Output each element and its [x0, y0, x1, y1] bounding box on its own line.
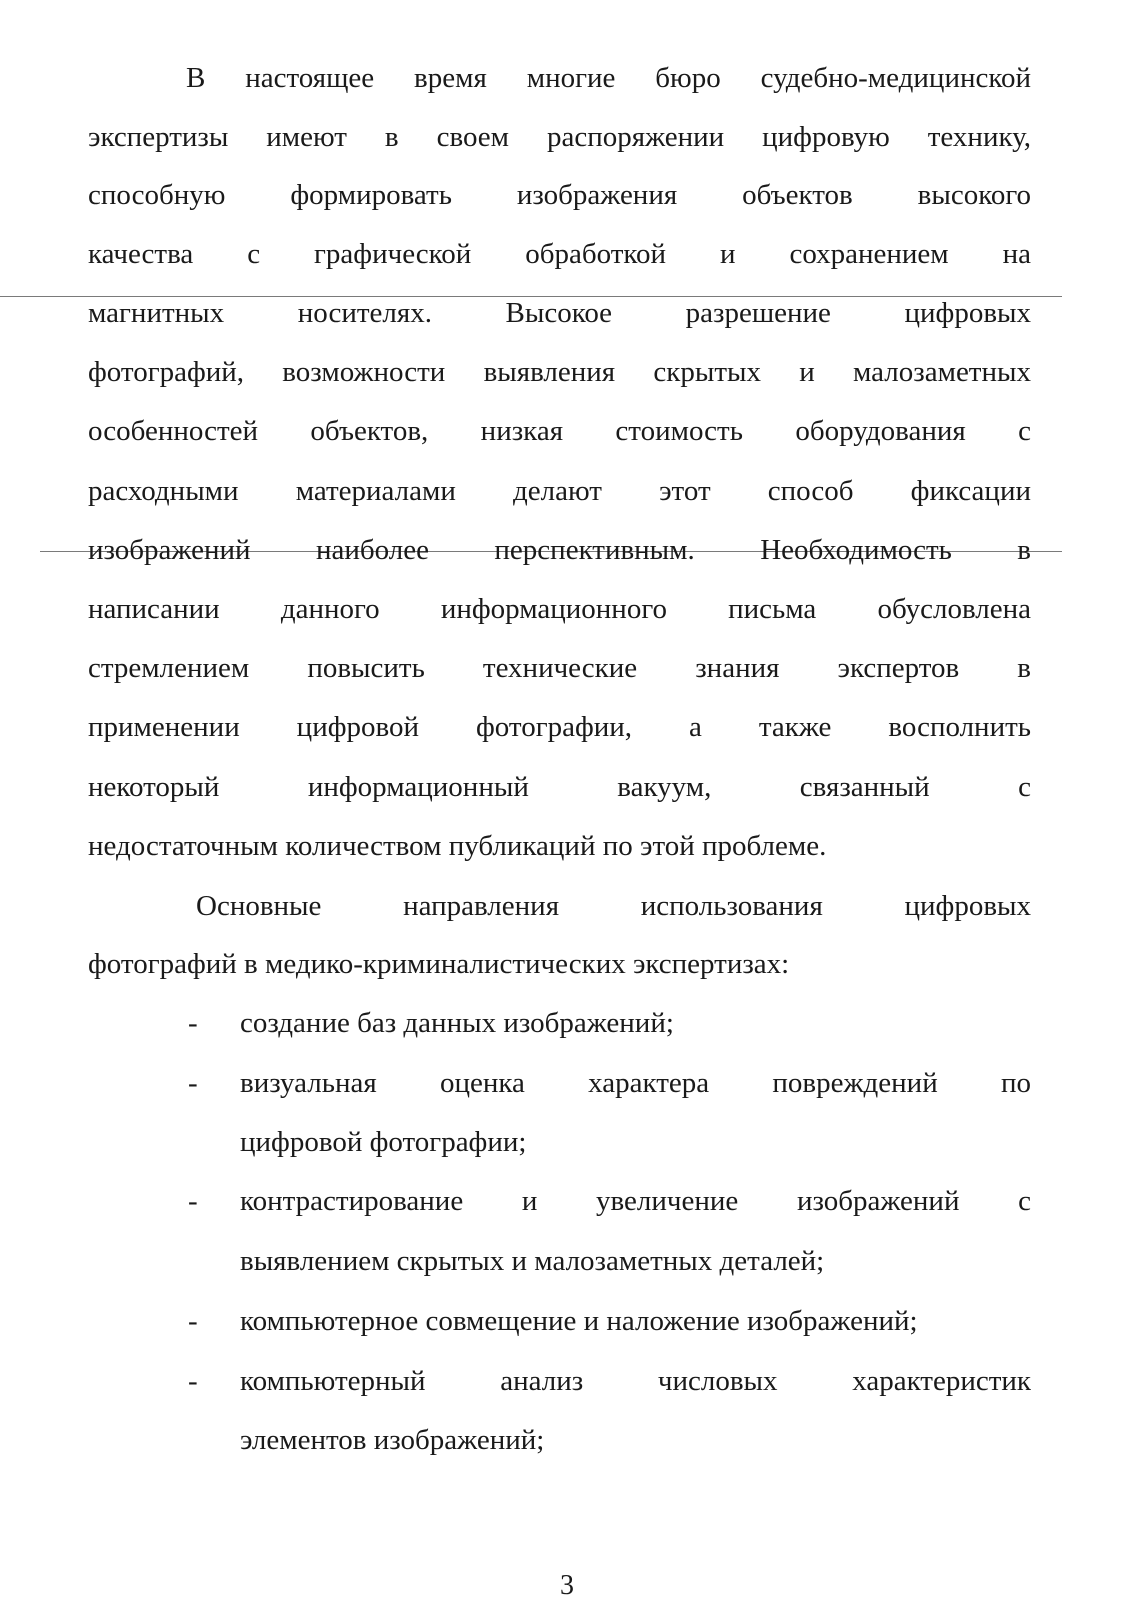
list-item-text: визуальная оценка характера повреждений по — [240, 1067, 1031, 1099]
paragraph-line: качества с графической обработкой и сохранением на — [88, 238, 1031, 270]
list-item-text: цифровой фотографии; — [240, 1126, 527, 1158]
list-item-text: элементов изображений; — [240, 1424, 545, 1456]
list-item-text: выявлением скрытых и малозаметных деталей; — [240, 1245, 825, 1277]
paragraph-line: написании данного информационного письма обусловлена — [88, 593, 1031, 625]
paragraph-line: фотографий, возможности выявления скрытых и малозаметных — [88, 356, 1031, 388]
paragraph-line: фотографий в медико-криминалистических экспертизах: — [88, 948, 790, 980]
paragraph-line: способную формировать изображения объектов высокого — [88, 179, 1031, 211]
list-item-text: компьютерный анализ числовых характеристик — [240, 1365, 1031, 1397]
paragraph-line: В настоящее время многие бюро судебно-медицинской — [186, 62, 1031, 94]
bullet-dash: - — [188, 1185, 198, 1217]
list-item-text: создание баз данных изображений; — [240, 1007, 674, 1039]
paragraph-line: недостаточным количеством публикаций по этой проблеме. — [88, 830, 827, 862]
bullet-dash: - — [188, 1305, 198, 1337]
paragraph-line: расходными материалами делают этот способ фиксации — [88, 475, 1031, 507]
list-item-text: контрастирование и увеличение изображений с — [240, 1185, 1031, 1217]
paragraph-line: Основные направления использования цифровых — [196, 890, 1031, 922]
paragraph-line: изображений наиболее перспективным. Необходимость в — [88, 534, 1031, 566]
page-number: 3 — [560, 1570, 574, 1601]
paragraph-line: экспертизы имеют в своем распоряжении цифровую технику, — [88, 121, 1031, 153]
bullet-dash: - — [188, 1067, 198, 1099]
paragraph-line: магнитных носителях. Высокое разрешение цифровых — [88, 297, 1031, 329]
list-item-text: компьютерное совмещение и наложение изображений; — [240, 1305, 918, 1337]
bullet-dash: - — [188, 1365, 198, 1397]
paragraph-line: применении цифровой фотографии, а также восполнить — [88, 711, 1031, 743]
paragraph-line: некоторый информационный вакуум, связанный с — [88, 771, 1031, 803]
paragraph-line: стремлением повысить технические знания экспертов в — [88, 652, 1031, 684]
paragraph-line: особенностей объектов, низкая стоимость оборудования с — [88, 415, 1031, 447]
bullet-dash: - — [188, 1007, 198, 1039]
